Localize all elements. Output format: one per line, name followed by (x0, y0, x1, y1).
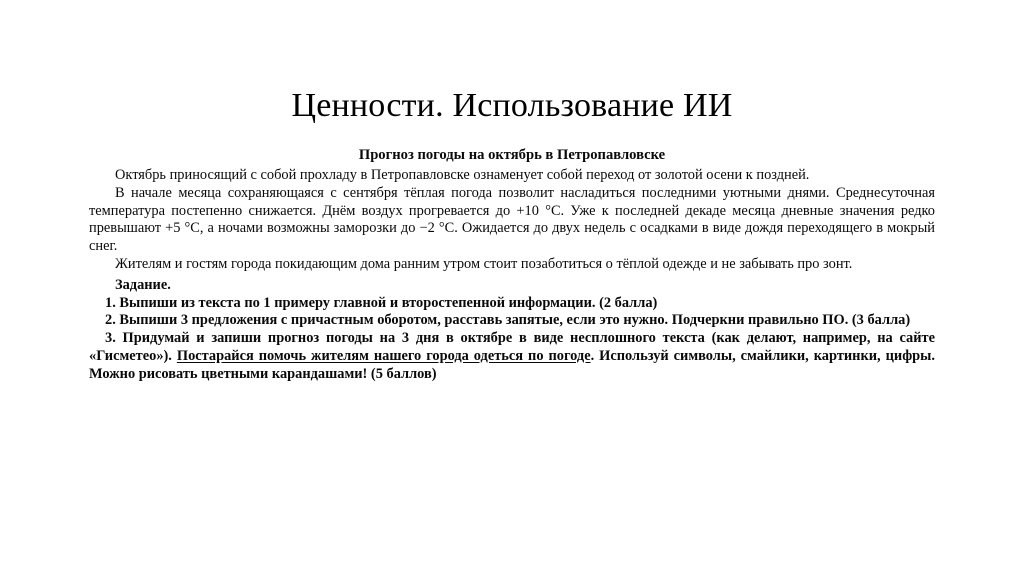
task-number-1: 1. (105, 294, 116, 311)
task-text-2: Выпиши 3 предложения с причастным оборотом, расставь запятые, если это нужно. Подчеркни правильно ПО. (3 балла) (115, 312, 911, 329)
task-number-2: 2. (105, 312, 116, 329)
document-body (89, 146, 935, 384)
task-item-2 (89, 312, 935, 330)
paragraph-2: В начале месяца сохраняющаяся с сентября тёплая погода позволит насладиться последними уютными днями. Среднесуточная температура постепенно снижается. Днём воздух прогревается до +10 °С. Уже к последней декаде месяца дневные значения редко превышают +5 °С, а ночами возможны заморозки до −2 °С. Ожидается до двух недель с осадками в виде дождя переходящего в мокрый снег. (89, 184, 935, 255)
document-subtitle: Прогноз погоды на октябрь в Петропавловске (358, 147, 666, 163)
task-text-3-before: Придумай и запиши прогноз погоды на 3 дня в октябре в виде несплошного текста (как делают, например, на сайте «Гисметео»). (89, 330, 935, 364)
task-text-3-underlined: Постарайся помочь жителям нашего города одеться по погоде (176, 347, 591, 364)
task-heading: Задание. (115, 276, 171, 293)
paragraph-1: Октябрь приносящий с собой прохладу в Петропавловске ознаменует собой переход от золотой осени к поздней. (115, 167, 810, 183)
paragraph-3: Жителям и гостям города покидающим дома ранним утром стоит позаботиться о тёплой одежде и не забывать про зонт. (115, 255, 853, 272)
task-item-3 (89, 330, 935, 383)
task-text-1: Выпиши из текста по 1 примеру главной и второстепенной информации. (2 балла) (115, 294, 658, 311)
task-item-1 (89, 295, 935, 313)
task-text-3-after: . Используй символы, смайлики, картинки, цифры. Можно рисовать цветными карандашами! (5 баллов) (89, 347, 935, 382)
task-number-3: 3. (105, 330, 116, 347)
page-title: Ценности. Использование ИИ (291, 86, 733, 124)
